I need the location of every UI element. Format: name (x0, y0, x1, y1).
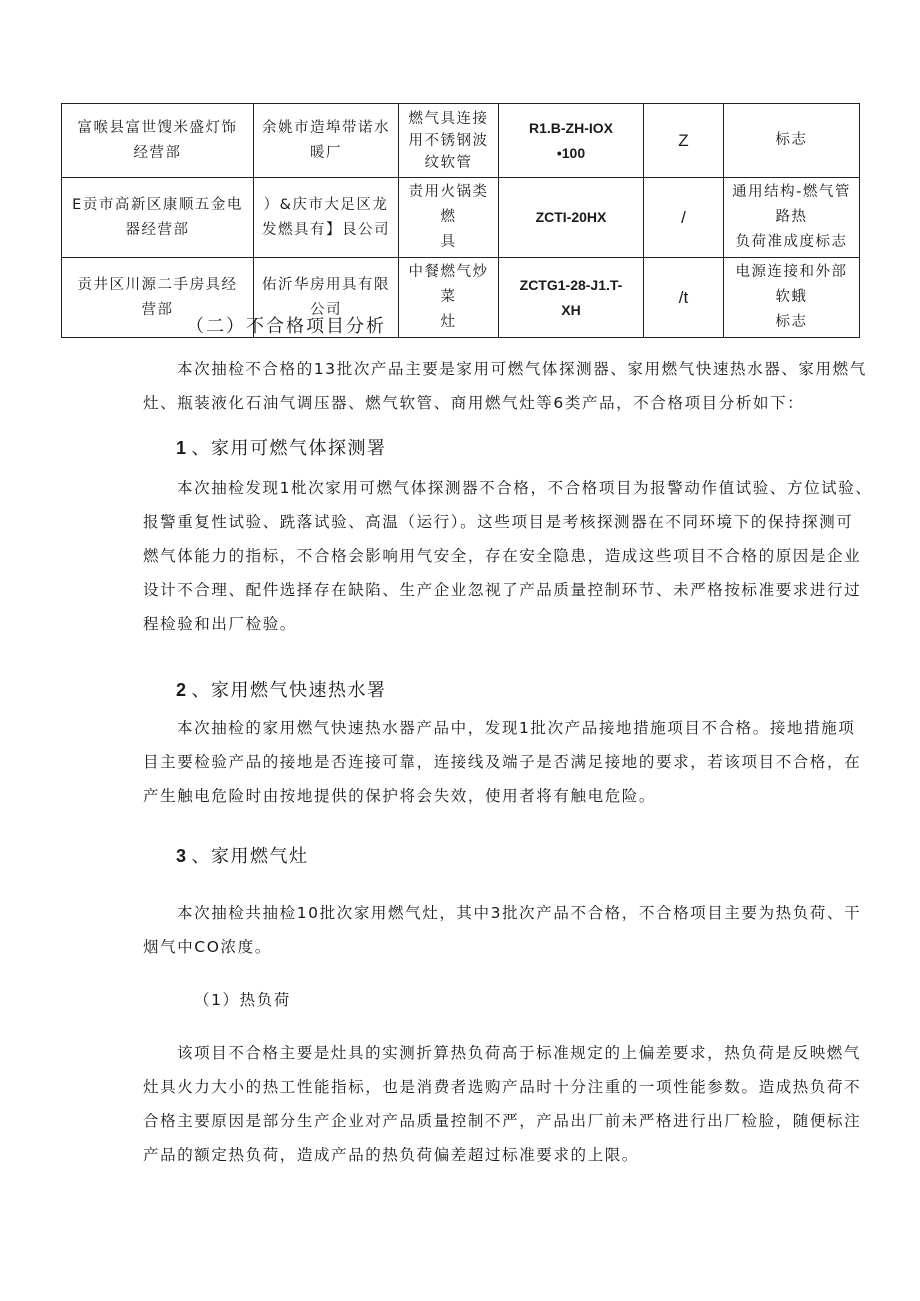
section-heading: （二）不合格项目分析 (186, 316, 386, 337)
model-cell: ZCTG1-28-J1.T- XH (499, 258, 644, 338)
intro-paragraph: 本次抽检不合格的13批次产品主要是家用可燃气体探测器、家用燃气快速热水器、家用燃气 灶、瓶装液化石油气调压器、燃气软管、商用燃气灶等6类产品，不合格项目分析如下： (143, 360, 867, 412)
table-row (62, 104, 860, 178)
section-1-paragraph: 本次抽检发现1枇次家用可燃气体探测器不合格，不合格项目为报警动作值试验、方位试验、 报警重复性试验、跣落试验、高温（运行）。这些项目是考核探测器在不同环境下的保持探测可 燃气体能力的指标，不合格会影响用气安全，存在安全隐患，造成这些项目不合格的原因是企业 设计不合理、配件选择存在缺陷、生产企业忽视了产品质量控制环节、未严格按标准要求进行过 程检验和出厂检验。 (143, 479, 873, 633)
item-cell: 标志 (724, 104, 860, 178)
product-cell: 中餐燃气炒菜 灶 (399, 258, 499, 338)
item-cell: 电源连接和外部软蛾 标志 (724, 258, 860, 338)
table-row (62, 258, 860, 338)
mark-cell: Z (644, 104, 724, 178)
product-cell: 责用火锅类燃 具 (399, 178, 499, 258)
model-cell: R1.B-ZH-IOX •100 (499, 104, 644, 178)
producer-cell: 余姚市造埠带诺水 暖厂 (254, 104, 399, 178)
table-row (62, 178, 860, 258)
section-3-heading: 3 、家用燃气灶 (176, 846, 309, 867)
producer-cell: 佑沂华房用具有限 公司 (254, 258, 399, 338)
sub-item-paragraph: 该项目不合格主要是灶具的实测折算热负荷高于标准规定的上偏差要求，热负荷是反映燃气 灶具火力大小的热工性能指标，也是消费者选购产品时十分注重的一项性能参数。造成热负荷不 合格主要原因是部分生产企业对产品质量控制不严，产品出厂前未严格进行出厂检脸，随便标注 产品的额定热负荷，造成产品的热负荷偏差超过标准要求的上限。 (143, 1044, 862, 1164)
model-cell: ZCTI-20HX (499, 178, 644, 258)
nonconforming-products-table (61, 103, 860, 338)
company-cell: E贡市高新区康顺五金电 器经营部 (62, 178, 254, 258)
section-3-paragraph: 本次抽检共抽检10批次家用燃气灶，其中3批次产品不合格，不合格项目主要为热负荷、干 烟气中CO浓度。 (143, 904, 862, 956)
mark-cell: / (644, 178, 724, 258)
section-2-paragraph: 本次抽检的家用燃气快速热水器产品中，发现1批次产品接地措施项目不合格。接地措施项 目主要检验产品的接地是否连接可靠，连接线及端子是否满足接地的要求，若该项目不合格，在 产生触电危险时由按地提供的保护将会失效，使用者将有触电危险。 (143, 719, 862, 805)
producer-cell: ）&庆市大足区龙 发燃具有】艮公司 (254, 178, 399, 258)
sub-item-heading: （1）热负荷 (194, 991, 291, 1009)
item-cell: 通用结构-燃气管路热 负荷准成度标志 (724, 178, 860, 258)
mark-cell: /t (644, 258, 724, 338)
section-2-heading: 2 、家用燃气快速热水署 (176, 680, 387, 701)
company-cell: 贡井区川源二手房具经 营部 (62, 258, 254, 338)
section-1-heading: 1 、家用可燃气体探测署 (176, 438, 387, 459)
product-cell: 燃气具连接 用不锈钢波 纹软管 (399, 104, 499, 178)
company-cell: 富喉县富世馊米盛灯饰 经营部 (62, 104, 254, 178)
